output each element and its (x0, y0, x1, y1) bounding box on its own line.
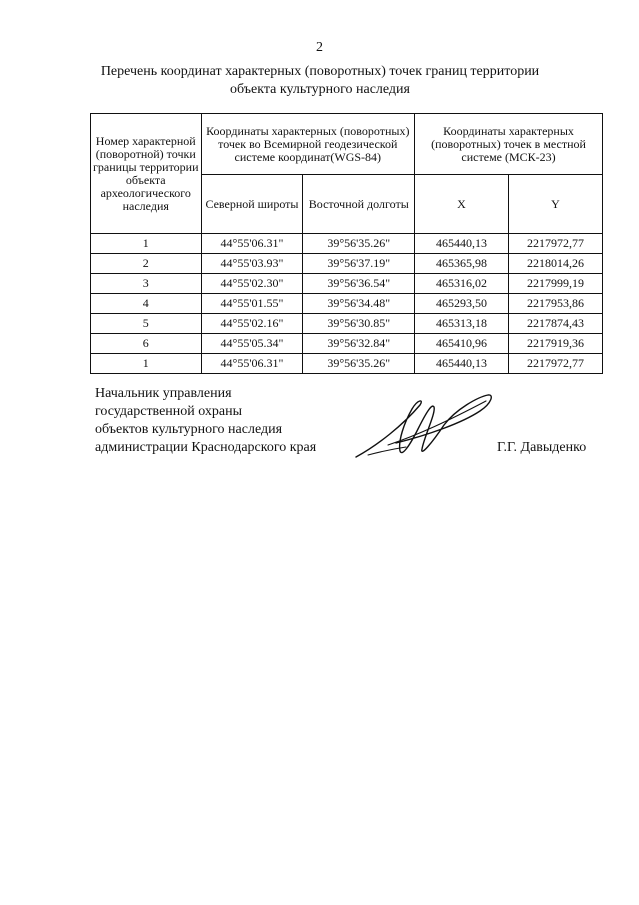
cell-lon: 39°56'30.85" (303, 314, 415, 334)
header-x: X (415, 175, 509, 234)
cell-y: 2217919,36 (508, 334, 602, 354)
cell-n: 4 (91, 294, 202, 314)
cell-n: 1 (91, 234, 202, 254)
cell-lon: 39°56'32.84" (303, 334, 415, 354)
cell-lat: 44°55'01.55" (201, 294, 303, 314)
table-row (91, 334, 603, 354)
cell-lon: 39°56'35.26" (303, 234, 415, 254)
coordinates-table (90, 113, 603, 374)
cell-n: 1 (91, 354, 202, 374)
header-y: Y (508, 175, 602, 234)
cell-y: 2217953,86 (508, 294, 602, 314)
page-number: 2 (316, 40, 323, 55)
cell-lon: 39°56'37.19" (303, 254, 415, 274)
cell-lon: 39°56'34.48" (303, 294, 415, 314)
cell-lat: 44°55'05.34" (201, 334, 303, 354)
table-row (91, 314, 603, 334)
signature-block (95, 385, 316, 457)
signature-line: объектов культурного наследия (95, 422, 283, 437)
signature-line: администрации Краснодарского края (95, 440, 317, 455)
handwritten-signature (348, 385, 498, 465)
table-row (91, 274, 603, 294)
cell-lat: 44°55'06.31" (201, 354, 303, 374)
document-title (80, 63, 560, 99)
cell-y: 2217999,19 (508, 274, 602, 294)
cell-x: 465293,50 (415, 294, 509, 314)
cell-lat: 44°55'02.30" (201, 274, 303, 294)
header-lat: Северной широты (201, 175, 303, 234)
cell-lat: 44°55'06.31" (201, 234, 303, 254)
cell-x: 465365,98 (415, 254, 509, 274)
table-body (91, 234, 603, 374)
cell-n: 2 (91, 254, 202, 274)
cell-lon: 39°56'35.26" (303, 354, 415, 374)
cell-y: 2218014,26 (508, 254, 602, 274)
header-point-number: Номер характерной (поворотной) точки границы территории объекта археологического наследия (91, 114, 202, 234)
cell-lat: 44°55'02.16" (201, 314, 303, 334)
cell-x: 465440,13 (415, 354, 509, 374)
title-line-1: Перечень координат характерных (поворотных) точек границ территории (100, 64, 540, 79)
cell-n: 3 (91, 274, 202, 294)
table-header-row (91, 114, 603, 175)
cell-lat: 44°55'03.93" (201, 254, 303, 274)
header-wgs-group: Координаты характерных (поворотных) точек во Всемирной геодезической системе координат(WGS-84) (201, 114, 415, 175)
table-row (91, 354, 603, 374)
cell-y: 2217972,77 (508, 354, 602, 374)
table-row (91, 294, 603, 314)
cell-x: 465410,96 (415, 334, 509, 354)
cell-x: 465313,18 (415, 314, 509, 334)
cell-lon: 39°56'36.54" (303, 274, 415, 294)
cell-x: 465316,02 (415, 274, 509, 294)
header-local-group: Координаты характерных (поворотных) точек в местной системе (МСК-23) (415, 114, 603, 175)
cell-n: 6 (91, 334, 202, 354)
cell-y: 2217972,77 (508, 234, 602, 254)
table-row (91, 254, 603, 274)
signature-line: государственной охраны (95, 404, 243, 419)
signature-line: Начальник управления (95, 386, 232, 401)
table-row (91, 234, 603, 254)
cell-y: 2217874,43 (508, 314, 602, 334)
cell-n: 5 (91, 314, 202, 334)
title-line-2: объекта культурного наследия (230, 82, 410, 97)
header-lon: Восточной долготы (303, 175, 415, 234)
cell-x: 465440,13 (415, 234, 509, 254)
signer-name: Г.Г. Давыденко (497, 440, 587, 455)
